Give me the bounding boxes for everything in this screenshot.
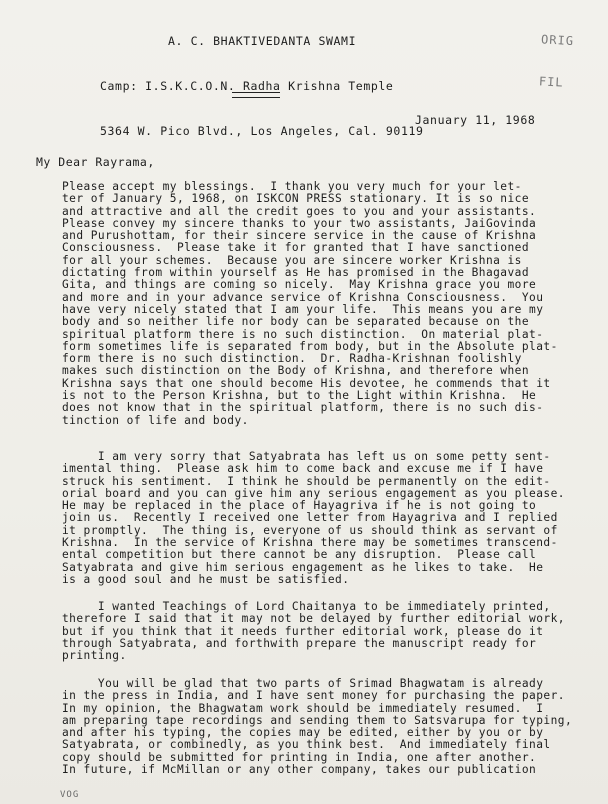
text-line: dictating from within yourself as He has promised in the Bhagavad <box>62 266 530 280</box>
text-line: He may be replaced in the place of Hayagriva if he is not going to <box>62 499 537 513</box>
text-line: in the press in India, and I have sent money for purchasing the paper. <box>62 689 565 703</box>
text-line: and more and in your advance service of Krishna Consciousness. You <box>62 290 544 304</box>
text-line: but if you think that it needs further editorial work, please do it <box>62 624 544 638</box>
letter-date: January 11, 1968 <box>415 113 536 127</box>
text-line: You will be glad that two parts of Srimad Bhagwatam is already <box>62 677 544 690</box>
file-stamp-line1: ORIG <box>540 32 575 49</box>
text-line: I am very sorry that Satyabrata has left us on some petty sent- <box>62 450 551 463</box>
text-line: orial board and you can give him any serious engagement as you please. <box>62 486 565 500</box>
text-line: Satyabrata and give him serious engagement as he likes to take. He <box>62 560 544 574</box>
text-line: I wanted Teachings of Lord Chaitanya to be immediately printed, <box>62 600 551 613</box>
text-line: am preparing tape recordings and sending them to Satsvarupa for typing, <box>62 713 573 727</box>
text-line: copy should be submitted for printing in India, one after another. <box>62 750 537 764</box>
text-line: ental competition but there cannot be any disruption. Please call <box>62 548 537 562</box>
paragraph-1 <box>62 181 602 427</box>
text-line: Krishna. In the service of Krishna there may be sometimes transcend- <box>62 536 558 550</box>
text-line: Consciousness. Please take it for granted that I have sanctioned <box>62 241 530 255</box>
text-line: struck his sentiment. I think he should be permanently on the edit- <box>62 474 551 488</box>
footer-mark: VOG <box>60 790 80 800</box>
text-line: through Satyabrata, and forthwith prepare the manuscript ready for <box>62 636 537 650</box>
text-line: for all your schemes. Because you are sincere worker Krishna is <box>62 253 522 267</box>
text-line: join us. Recently I received one letter from Hayagriva and I replied <box>62 511 558 525</box>
text-line: is a good soul and he must be satisfied. <box>62 572 350 586</box>
text-line: makes such distinction on the Body of Krishna, and therefore when <box>62 364 530 378</box>
file-stamp <box>537 4 607 119</box>
text-line: and Purushottam, for their sincere service in the cause of Krishna <box>62 229 537 243</box>
text-line: is not to the Person Krishna, but to the Light within Krishna. He <box>62 389 537 403</box>
salutation: My Dear Rayrama, <box>36 155 155 169</box>
paragraph-2 <box>62 451 602 586</box>
text-line: Satyabrata, or combinedly, as you think best. And immediately final <box>62 738 551 752</box>
text-line: spiritual platform there is no such distinction. On material plat- <box>62 327 544 341</box>
text-line: In future, if McMillan or any other company, takes our publication <box>62 763 537 777</box>
text-line: ter of January 5, 1968, on ISKCON PRESS stationary. It is so nice <box>62 192 530 206</box>
paragraph-4 <box>62 678 602 776</box>
text-line: imental thing. Please ask him to come back and excuse me if I have <box>62 462 544 476</box>
text-line: Krishna says that one should become His devotee, he commends that it <box>62 376 551 390</box>
letterhead-name: A. C. BHAKTIVEDANTA SWAMI <box>168 34 357 48</box>
text-line: have very nicely stated that I am your life. This means you are my <box>62 302 544 316</box>
text-line: In my opinion, the Bhagwatam work should be immediately resumed. I <box>62 701 544 715</box>
text-line: and attractive and all the credit goes to you and your assistants. <box>62 204 537 218</box>
text-line: form sometimes life is separated from body, but in the Absolute plat- <box>62 339 558 353</box>
paragraph-3 <box>62 601 602 662</box>
text-line: tinction of life and body. <box>62 413 249 427</box>
letterhead-address: 5364 W. Pico Blvd., Los Angeles, Cal. 90119 <box>100 124 424 138</box>
text-line: body and so neither life nor body can be separated because on the <box>62 315 530 329</box>
text-line: Gita, and things are coming so nicely. May Krishna grace you more <box>62 278 537 292</box>
text-line: form there is no such distinction. Dr. Radha-Krishnan foolishly <box>62 352 522 366</box>
text-line: Please convey my sincere thanks to your two assistants, JaiGovinda <box>62 216 537 230</box>
letterhead-camp: Camp: I.S.K.C.O.N. Radha Krishna Temple <box>100 79 394 93</box>
text-line: does not know that in the spiritual platform, there is no such dis- <box>62 401 544 415</box>
letterhead <box>100 4 530 169</box>
text-line: it promptly. The thing is, everyone of us should think as servant of <box>62 523 558 537</box>
text-line: printing. <box>62 649 127 663</box>
file-stamp-line2: FIL <box>538 74 564 90</box>
text-line: and after his typing, the copies may be edited, either by you or by <box>62 726 544 740</box>
text-line: therefore I said that it may not be delayed by further editorial work, <box>62 612 565 626</box>
letterhead-divider <box>232 92 280 98</box>
text-line: Please accept my blessings. I thank you very much for your let- <box>62 180 522 193</box>
